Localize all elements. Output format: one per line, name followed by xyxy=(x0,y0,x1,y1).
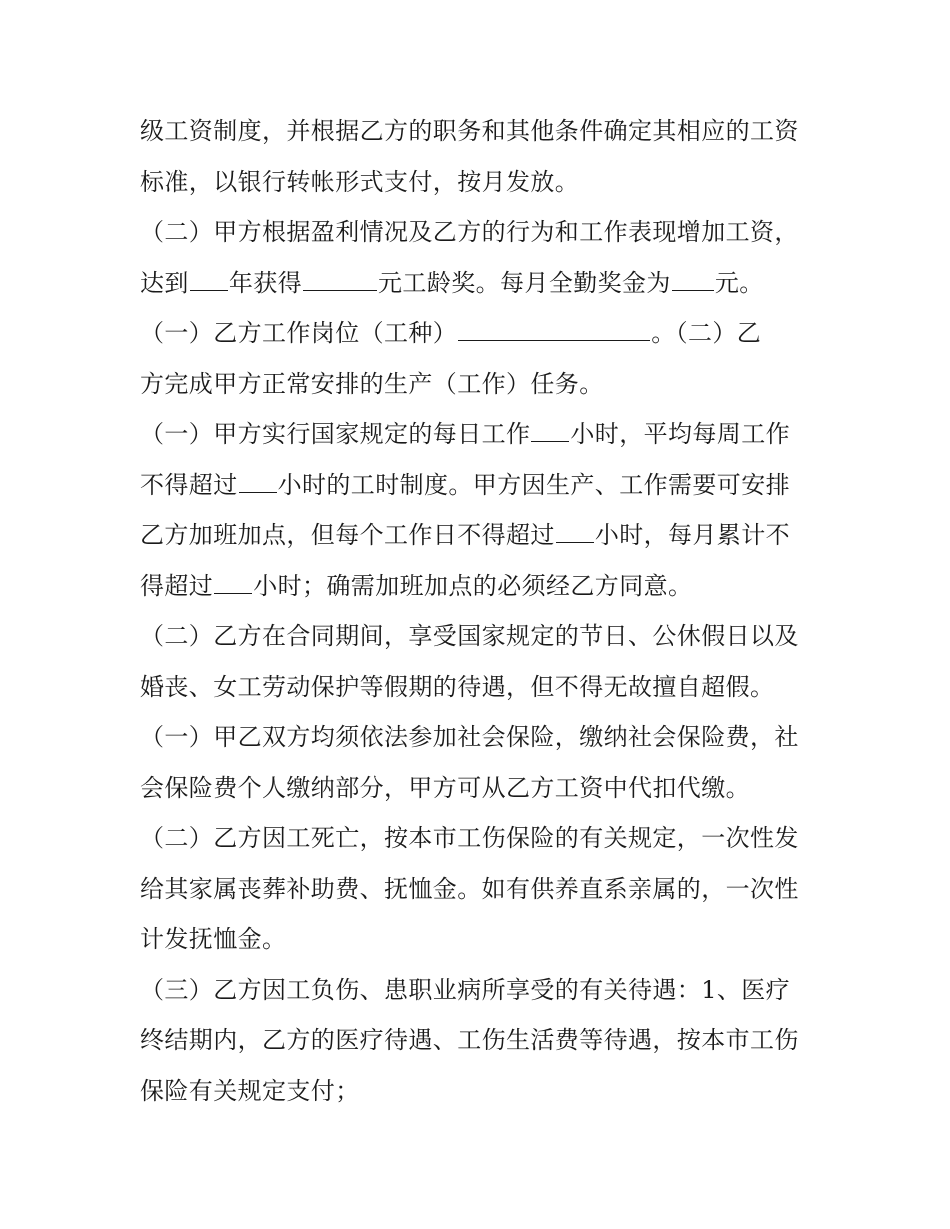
text-line xyxy=(140,965,820,1016)
fill-in-blank-job-position[interactable] xyxy=(458,318,650,341)
text-segment: 得超过 xyxy=(140,571,214,600)
fill-in-blank-daily-overtime[interactable] xyxy=(556,520,594,543)
text-segment: （一）甲方实行国家规定的每日工作 xyxy=(140,420,531,448)
text-line xyxy=(140,1015,820,1066)
text-line xyxy=(140,763,820,814)
text-line xyxy=(140,1066,820,1117)
text-line xyxy=(140,510,820,561)
text-line xyxy=(140,106,820,157)
text-segment: 年获得 xyxy=(228,268,303,297)
text-segment: 小时，每月累计不 xyxy=(594,521,791,549)
text-segment: 保险有关规定支付； xyxy=(140,1076,360,1105)
text-line xyxy=(140,611,820,662)
text-segment: （二）乙方因工死亡，按本市工伤保险的有关规定，一次性发 xyxy=(140,824,799,852)
text-segment: （二）乙方在合同期间，享受国家规定的节日、公休假日以及 xyxy=(140,622,799,650)
text-line xyxy=(140,409,820,460)
text-segment: （一）甲乙双方均须依法参加社会保险，缴纳社会保险费，社 xyxy=(140,723,799,751)
text-segment: （一）乙方工作岗位（工种） xyxy=(140,319,458,347)
text-segment: 给其家属丧葬补助费、抚恤金。如有供养直系亲属的，一次性 xyxy=(140,874,799,903)
text-segment: 乙方加班加点，但每个工作日不得超过 xyxy=(140,521,555,549)
text-line xyxy=(140,359,820,410)
text-line xyxy=(140,258,820,309)
text-segment: 元工龄奖。每月全勤奖金为 xyxy=(378,268,671,297)
text-segment: （二）甲方根据盈利情况及乙方的行为和工作表现增加工资， xyxy=(140,218,799,246)
fill-in-blank-monthly-overtime[interactable] xyxy=(214,571,252,594)
text-line xyxy=(140,712,820,763)
text-segment: 小时，平均每周工作 xyxy=(570,420,791,448)
text-segment: 小时；确需加班加点的必须经乙方同意。 xyxy=(253,571,693,600)
text-line xyxy=(140,813,820,864)
text-line xyxy=(140,308,820,359)
text-segment: 终结期内，乙方的医疗待遇、工伤生活费等待遇，按本市工伤 xyxy=(140,1026,799,1054)
text-segment: 小时的工时制度。甲方因生产、工作需要可安排 xyxy=(277,470,791,499)
document-body xyxy=(140,106,820,1116)
text-segment: 达到 xyxy=(140,268,189,297)
text-line xyxy=(140,460,820,511)
text-segment: 不得超过 xyxy=(140,470,238,499)
text-segment: 元。 xyxy=(714,268,764,297)
text-segment: 方完成甲方正常安排的生产（工作）任务。 xyxy=(140,369,604,398)
text-line xyxy=(140,157,820,208)
fill-in-blank-seniority-bonus[interactable] xyxy=(303,268,377,291)
text-segment: 计发抚恤金。 xyxy=(140,925,287,953)
fill-in-blank-daily-hours[interactable] xyxy=(531,419,569,442)
fill-in-blank-attendance-bonus[interactable] xyxy=(672,268,714,291)
text-line xyxy=(140,207,820,258)
text-line xyxy=(140,561,820,612)
text-segment: 级工资制度，并根据乙方的职务和其他条件确定其相应的工资 xyxy=(140,117,799,145)
text-line xyxy=(140,914,820,965)
text-line xyxy=(140,662,820,713)
fill-in-blank-years[interactable] xyxy=(190,268,228,291)
text-segment: （三）乙方因工负伤、患职业病所享受的有关待遇：1、医疗 xyxy=(140,975,791,1004)
text-segment: 会保险费个人缴纳部分，甲方可从乙方工资中代扣代缴。 xyxy=(140,773,750,802)
fill-in-blank-weekly-hours[interactable] xyxy=(239,470,277,493)
text-segment: 标准，以银行转帐形式支付，按月发放。 xyxy=(140,167,580,196)
text-line xyxy=(140,864,820,915)
text-segment: 婚丧、女工劳动保护等假期的待遇，但不得无故擅自超假。 xyxy=(140,672,775,701)
text-segment: 。（二）乙 xyxy=(651,319,762,347)
